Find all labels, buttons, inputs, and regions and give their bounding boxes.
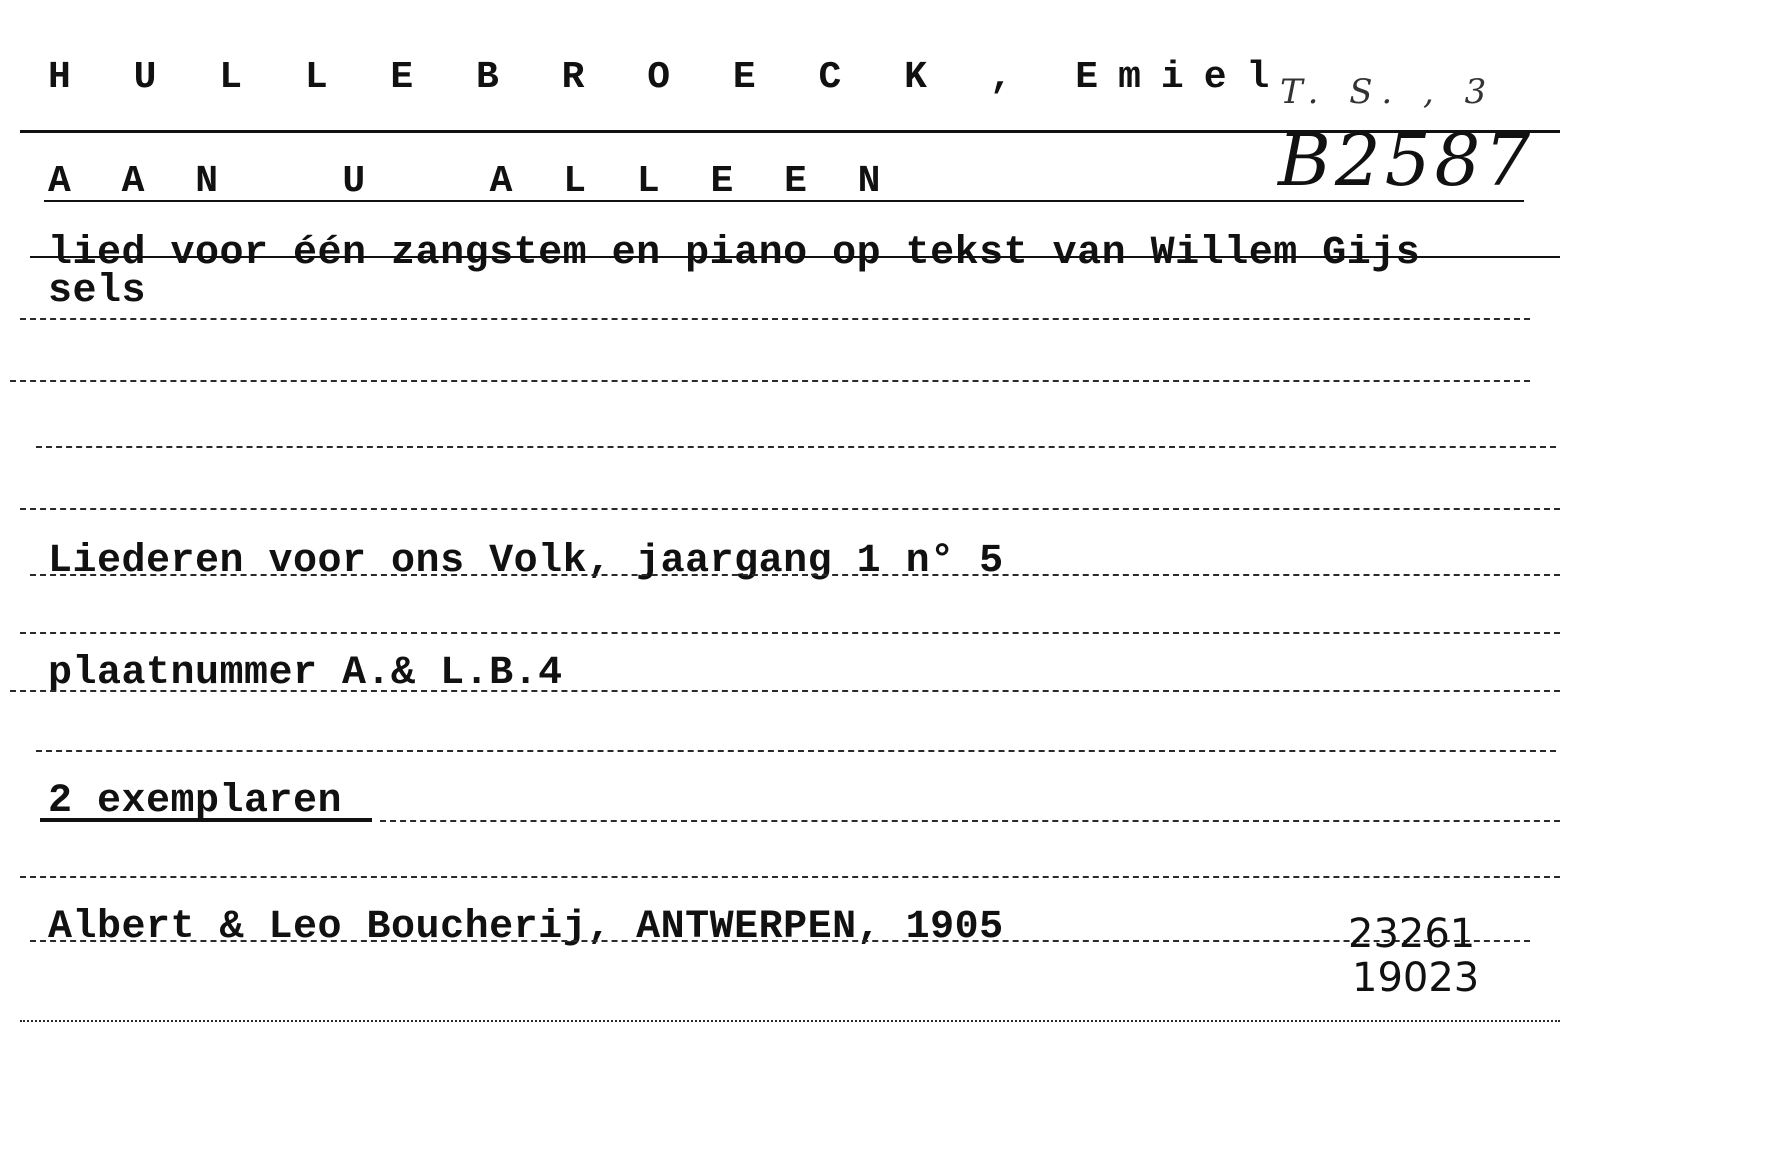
handwritten-shelfmark: B2587 xyxy=(1278,118,1535,202)
title-underline xyxy=(44,200,1524,202)
work-title: A A N U A L L E E N xyxy=(48,160,895,203)
description-line-1: lied voor één zangstem en piano op tekst van Willem Gijs xyxy=(48,231,1421,276)
header-rule xyxy=(20,130,1560,133)
ruled-line xyxy=(36,750,1556,752)
ruled-line xyxy=(20,632,1560,634)
publisher-line: Albert & Leo Boucherij, ANTWERPEN, 1905 xyxy=(48,905,1004,950)
description-strike xyxy=(30,256,1560,258)
accession-number-2: 19023 xyxy=(1352,955,1480,1001)
publisher-rule xyxy=(30,940,1530,942)
ruled-line xyxy=(20,318,1530,320)
composer-name: H U L L E B R O E C K , Emiel xyxy=(48,56,1290,99)
ruled-line xyxy=(36,446,1556,448)
plate-rule xyxy=(10,690,1560,692)
copies-underline xyxy=(40,818,372,822)
accession-number-1: 23261 xyxy=(1348,911,1476,957)
ruled-line xyxy=(20,876,1560,878)
ruled-line xyxy=(20,508,1560,510)
handwritten-shelfmark-top: T. S. , 3 xyxy=(1280,72,1497,112)
series: Liederen voor ons Volk, jaargang 1 n° 5 xyxy=(48,539,1004,584)
description-line-2: sels xyxy=(48,269,147,314)
copies-rule xyxy=(380,820,1560,822)
series-rule xyxy=(30,574,1560,576)
ruled-line xyxy=(10,380,1530,382)
plate-number: plaatnummer A.& L.B.4 xyxy=(48,651,563,696)
ruled-line xyxy=(20,1020,1560,1022)
copies: 2 exemplaren xyxy=(48,779,343,824)
